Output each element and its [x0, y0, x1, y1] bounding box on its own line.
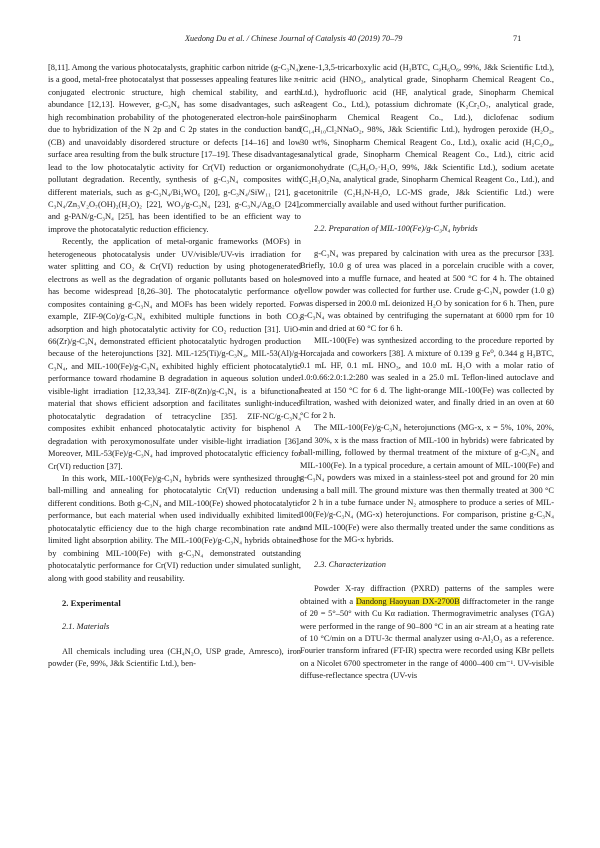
highlighted-instrument-name: Dandong Haoyuan DX-2700B [355, 596, 460, 606]
subsection-heading-characterization: 2.3. Characterization [314, 559, 386, 569]
prep-paragraph-2: MIL-100(Fe) was synthesized according to the procedure reported by Horcajada and coworkers [38]. A mixture of 0.139 g Fe⁰, 0.344 g H₃BTC, 0.1 mL HF, 0.1 mL HNO₃, and 10.0 mL H₂O with a molar ratio of 1.0:0.66:2.0:1.2:280 was sealed in a 25.0 mL Teflon-lined autoclave and heated at 150 °C for 6 d. The light-orange MIL-100(Fe) was collected by filtration, washed with deionized water, and finally dried in an oven at 60 °C for 2 h. [300, 336, 554, 420]
char-text-after: diffractometer in the range of 2θ = 5°–50° with Cu Kα radiation. Thermogravimetric analyses (TGA) were performed in the range of 90–800 °C in an air stream at a heating rate of 10 °C/min on a DTU-3c thermal analyzer using α-Al₂O₃ as a reference. Fourier transform infrared (FT-IR) spectra were recorded using KBr pellets on a Nicolet 6700 spectrometer in the range of 4000–400 cm⁻¹. UV-visible diffuse-reflectance spectra (UV-vis [300, 596, 554, 681]
char-text-before: Powder X-ray diffraction (PXRD) patterns of the samples were obtained with a [300, 584, 554, 606]
prep-paragraph-1: g-C₃N₄ was prepared by calcination with urea as the precursor [33]. Briefly, 10.0 g of urea was placed in a porcelain crucible with a cover, moved into a muffle furnace, and heated at 500 °C for 4 h. The obtained yellow powder was collected for further use. Crude g-C₃N₄ powder (1.0 g) was dispersed in 200.0 mL deionized H₂O by sonication for 6 h. Then, pure g-C₃N₄ was obtained by centrifuging the supernatant at 6000 rpm for 10 min and dried at 60 °C for 6 h. [300, 248, 554, 333]
materials-paragraph-continued: zene-1,3,5-tricarboxylic acid (H₃BTC, C₉H₆O₆, 99%, J&k Scientific Ltd.), nitric acid (HNO₃, analytical grade, Sinopharm Chemical Reagent Co., Ltd.), hydrofluoric acid (HF, analytical grade, Sinopharm Chemical Reagent Co., Ltd.), potassium dichromate (K₂Cr₂O₇, analytical grade, Sinopharm Chemical Reagent Co., Ltd.), diclofenac sodium (C₁₄H₁₀Cl₂NNaO₂, 98%, J&k Scientific Ltd.), hydrogen peroxide (H₂O₂, 30 wt%, Sinopharm Chemical Reagent Co., Ltd.), oxalic acid (H₂C₂O₄, analytical grade, Sinopharm Chemical Reagent Co., Ltd.), citric acid monohydrate (C₆H₈O₇·H₂O, 99%, J&k Scientific Ltd.), sodium acetate (C₂H₃O₂Na, analytical grade, Sinopharm Chemical Reagent Co., Ltd.), and acetonitrile (C₂H₃N-H₂O, LC-MS grade, J&k Scientific Ltd.) were commercially available and used without further purification. [300, 63, 554, 209]
subsection-heading-materials: 2.1. Materials [62, 622, 110, 632]
left-column [48, 62, 301, 671]
section-heading-experimental: 2. Experimental [62, 598, 121, 609]
intro-paragraph-2: Recently, the application of metal-organic frameworks (MOFs) in heterogeneous photocatalysis under UV/visible/UV-vis irradiation for water splitting and CO₂ & Cr(VI) reduction by using photogenerated electrons as well as the degradation of organic pollutants based on holes has become widespread [8,26–30]. The photocatalytic performance of composites containing g-C₃N₄ and MOFs has been widely reported. For example, ZIF-9(Co)/g-C₃N₄ exhibited multiple functions in both CO₂ adsorption and high photocatalytic activity for CO₂ reduction [31]. UiO-66(Zr)/g-C₃N₄ demonstrated efficient photocatalytic hydrogen production because of the heterojunctions [32]. MIL-125(Ti)/g-C₃N₄, MIL-53(Al)/g-C₃N₄, and MIL-100(Fe)/g-C₃N₄ exhibited highly efficient photocatalytic performance toward rhodamine B degradation in aqueous solution under visible-light irradiation [12,33,34]. ZIF-8(Zn)/g-C₃N₄ is a bifunctional material that shows efficient adsorption and facilitates sunlight-induced photocatalytic degradation of tetracycline [35]. ZIF-NC/g-C₃N₄ composites exhibit enhanced photocatalytic activity for bisphenol A degradation with peroxymonosulfate under visible-light irradiation [36]. Moreover, MIL-53(Fe)/g-C₃N₄ had improved photocatalytic efficiency for Cr(VI) reduction [37]. [48, 237, 301, 471]
running-header [0, 34, 600, 48]
materials-paragraph: All chemicals including urea (CH₄N₂O, USP grade, Amresco), iron powder (Fe, 99%, J&k Scientific Ltd.), ben- [48, 646, 301, 669]
subsection-heading-preparation: 2.2. Preparation of MIL-100(Fe)/g-C₃N₄ hybrids [314, 224, 478, 234]
journal-citation: Xuedong Du et al. / Chinese Journal of Catalysis 40 (2019) 70–79 [185, 34, 403, 43]
prep-paragraph-3: The MIL-100(Fe)/g-C₃N₄ heterojunctions (MG-x, x = 5%, 10%, 20%, and 30%, x is the mass fraction of MIL-100 in hybrids) were fabricated by ball-milling, followed by thermal treatment of the mixture of g-C₃N₄ and MIL-100(Fe). In a typical procedure, a certain amount of MIL-100(Fe) and g-C₃N₄ powders was mixed in a stainless-steel pot and ground for 20 min using a ball mill. The ground mixture was then thermally treated at 300 °C for 2 h in a tube furnace under N₂ atmosphere to produce a series of MIL-100(Fe)/g-C₃N₄ (MG-x) heterojunctions. For comparison, pristine g-C₃N₄ and MIL-100(Fe) were also thermally treated under the same conditions as those for the MG-x hybrids. [300, 423, 554, 545]
intro-paragraph-3: In this work, MIL-100(Fe)/g-C₃N₄ hybrids were synthesized through ball-milling and annealing for photocatalytic Cr(VI) reduction under different conditions. Both g-C₃N₄ and MIL-100(Fe) showed photocatalytic performance, but each material when used individually exhibited limited photocatalytic efficiency due to the high charge recombination rate and limited light absorption ability. The MIL-100(Fe)/g-C₃N₄ hybrids obtained by combining MIL-100(Fe) with g-C₃N₄ demonstrated outstanding photocatalytic performance for Cr(VI) reduction under simulated sunlight, along with good stability and reusability. [48, 473, 301, 583]
intro-paragraph-1: [8,11]. Among the various photocatalysts, graphitic carbon nitride (g-C₃N₄) is a good, metal-free photocatalyst that possesses appealing features like π-conjugated electronic structure, high chemical stability, and earth abundance [12,13]. However, g-C₃N₄ has some disadvantages, such as high recombination probability of the photogenerated electron-hole pairs due to hybridization of the N 2p and C 2p states in the conduction band (CB) and unavoidably disordered structure or defects [14–16] and low surface area resulting from the bulk structure [17–19]. These disadvantages lead to the low photocatalytic activity for Cr(VI) reduction or organic pollutant degradation. Recently, synthesis of g-C₃N₄ composites with different materials, such as g-C₃N₄/Bi₂WO₆ [20], g-C₃N₄/SiW₁₁ [21], g-C₃N₄/Zn₃V₂O₇(OH)₂(H₂O)₂ [22], WO₃/g-C₃N₄ [23], g-C₃N₄/Ag₂O [24], and g-PAN/g-C₃N₄ [25], has been identified to be an efficient way to improve the photocatalytic reduction efficiency. [48, 63, 301, 234]
page-number: 71 [513, 34, 522, 43]
right-column [300, 62, 554, 683]
characterization-paragraph [300, 583, 554, 683]
